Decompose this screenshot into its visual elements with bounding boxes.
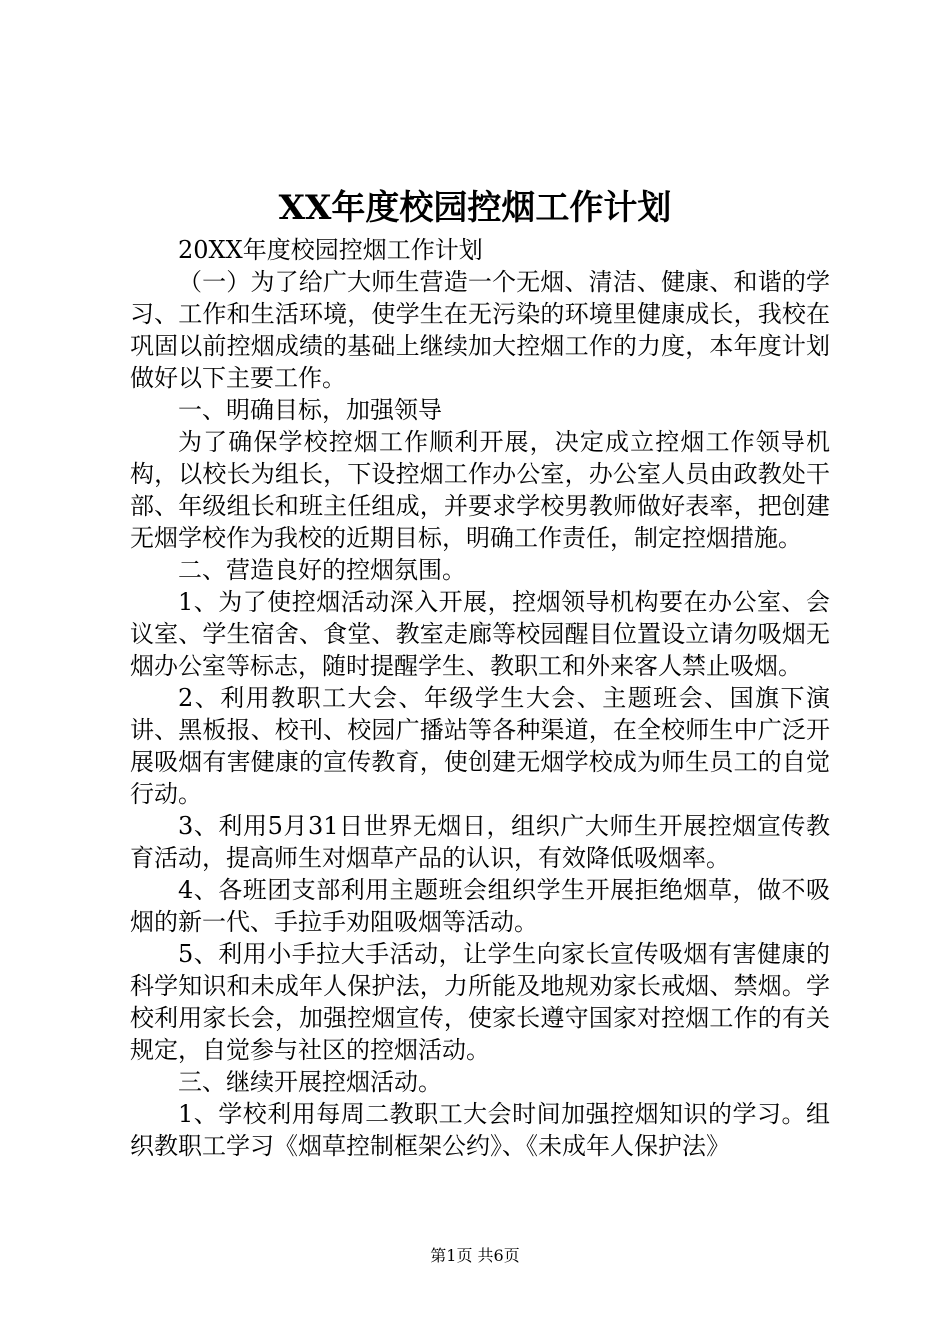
paragraph-item-3-1: 1、学校利用每周二教职工大会时间加强控烟知识的学习。组织教职工学习《烟草控制框架公约》、《未成年人保护法》 bbox=[130, 1100, 830, 1160]
document-title: XX年度校园控烟工作计划 bbox=[278, 188, 672, 228]
paragraph-intro: （一）为了给广大师生营造一个无烟、清洁、健康、和谐的学习、工作和生活环境，使学生在无污染的环境里健康成长，我校在巩固以前控烟成绩的基础上继续加大控烟工作的力度，本年度计划做好以下主要工作。 bbox=[130, 268, 830, 392]
paragraph-item-3: 3、利用5月31日世界无烟日，组织广大师生开展控烟宣传教育活动，提高师生对烟草产品的认识，有效降低吸烟率。 bbox=[130, 812, 830, 872]
paragraph-heading-line: 20XX年度校园控烟工作计划 bbox=[178, 236, 483, 264]
section-heading-3: 三、继续开展控烟活动。 bbox=[178, 1068, 442, 1096]
section-heading-1: 一、明确目标，加强领导 bbox=[178, 396, 442, 424]
paragraph-leadership: 为了确保学校控烟工作顺利开展，决定成立控烟工作领导机构，以校长为组长，下设控烟工作办公室，办公室人员由政教处干部、年级组长和班主任组成，并要求学校男教师做好表率，把创建无烟学校作为我校的近期目标，明确工作责任，制定控烟措施。 bbox=[130, 428, 830, 552]
paragraph-item-4: 4、各班团支部利用主题班会组织学生开展拒绝烟草，做不吸烟的新一代、手拉手劝阻吸烟等活动。 bbox=[130, 876, 830, 936]
page-number-footer: 第1页 共6页 bbox=[430, 1246, 520, 1265]
paragraph-item-5: 5、利用小手拉大手活动，让学生向家长宣传吸烟有害健康的科学知识和未成年人保护法，力所能及地规劝家长戒烟、禁烟。学校利用家长会，加强控烟宣传，使家长遵守国家对控烟工作的有关规定，自觉参与社区的控烟活动。 bbox=[130, 940, 830, 1064]
paragraph-item-2: 2、利用教职工大会、年级学生大会、主题班会、国旗下演讲、黑板报、校刊、校园广播站等各种渠道，在全校师生中广泛开展吸烟有害健康的宣传教育，使创建无烟学校成为师生员工的自觉行动。 bbox=[130, 684, 830, 808]
section-heading-2: 二、营造良好的控烟氛围。 bbox=[178, 556, 466, 584]
document-body bbox=[130, 234, 830, 1162]
paragraph-item-1: 1、为了使控烟活动深入开展，控烟领导机构要在办公室、会议室、学生宿舍、食堂、教室走廊等校园醒目位置设立请勿吸烟无烟办公室等标志，随时提醒学生、教职工和外来客人禁止吸烟。 bbox=[130, 588, 830, 680]
